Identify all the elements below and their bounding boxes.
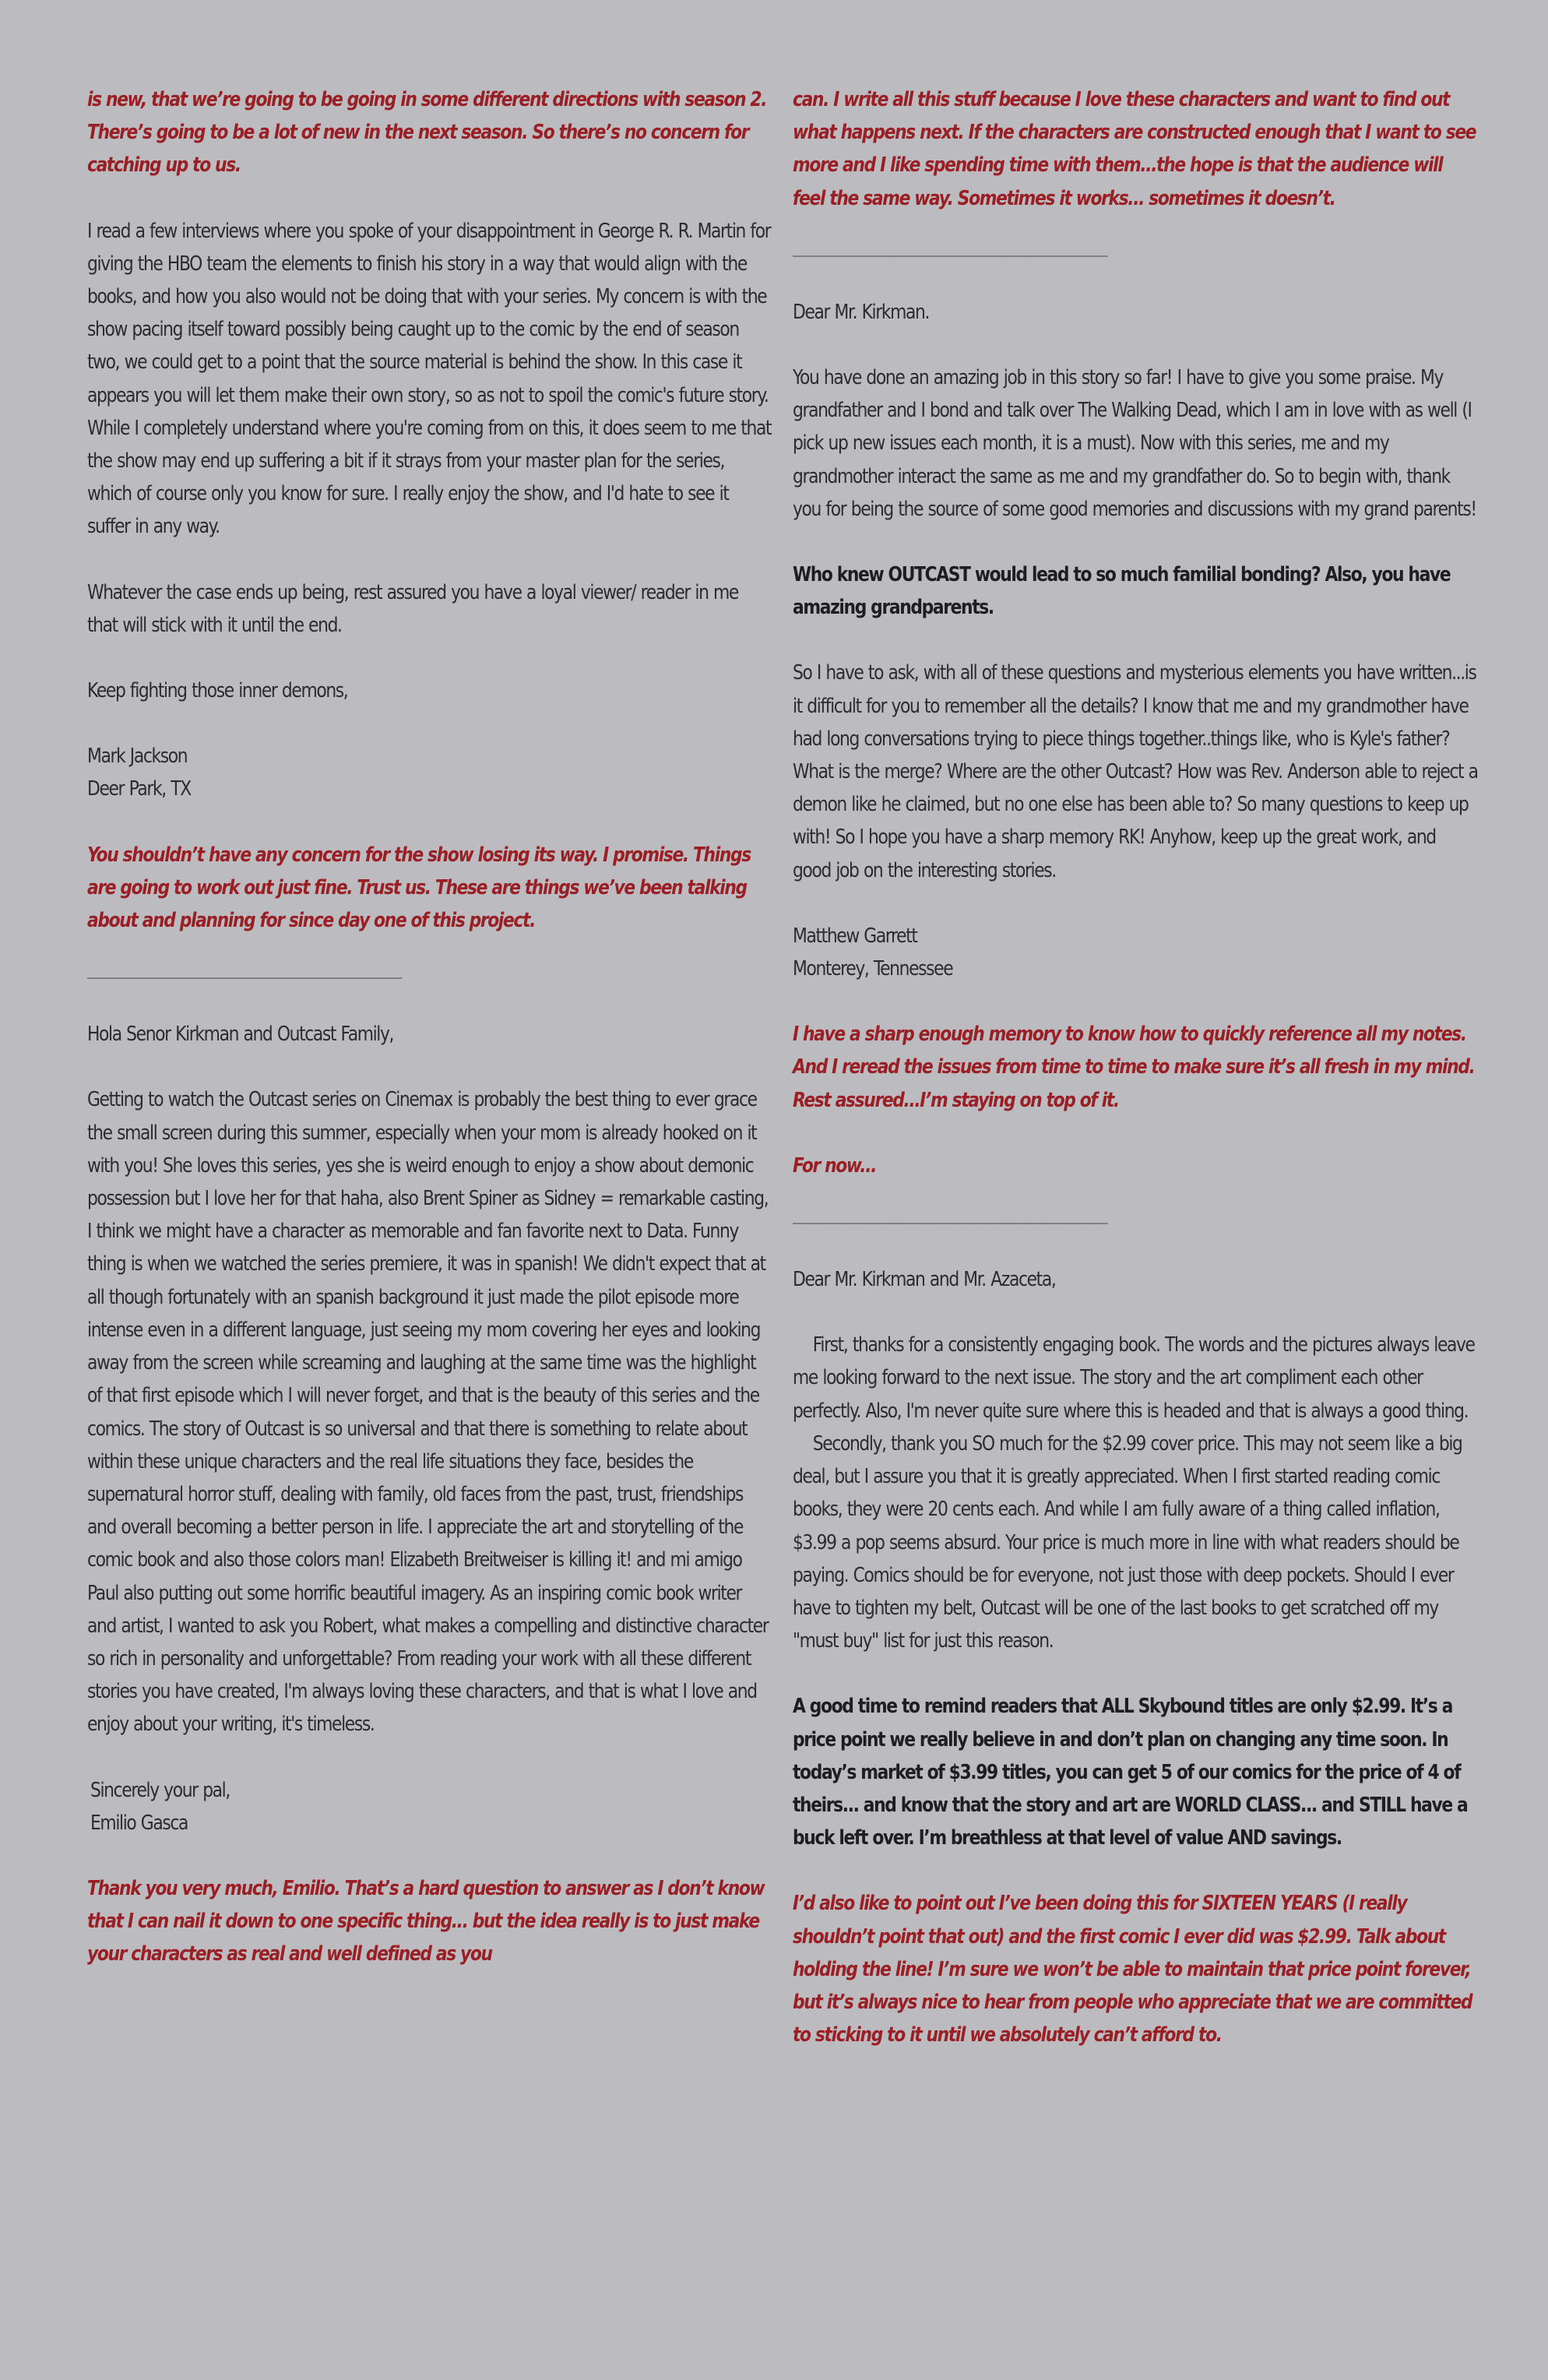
editor-reply: I’d also like to point out I’ve been doing this for SIXTEEN YEARS (I really shouldn’t point that out) and the first comic I ever did was $2.99. Talk about holding the line! I’m sure we won’t be able to maintain that price point forever, but it’s always nice to hear from people who appreciate that we are committed to sticking to it until we absolutely can’t afford to. — [793, 1891, 1472, 2047]
letter-paragraph: You have done an amazing job in this story so far! I have to give you some praise. My grandfather and I bond and talk over The Walking Dead, which I am in love with as well (I pick up new issues each month, it is a must). Now with this series, me and my grandmother interact the same as me and my grandfather do. So to begin with, thank you for being the source of some good memories and discussions with my grand parents! — [793, 365, 1476, 520]
letter-1-signoff — [87, 674, 772, 706]
letter-3-reply-2 — [793, 1149, 1478, 1181]
letter-paragraph: Getting to watch the Outcast series on Cinemax is probably the best thing to ever grace the small screen during this summer, especially when your mom is already hooked on it with you! She loves this series, yes she is weird enough to enjoy a show about demonic possession but I love her for that haha, also Brent Spiner as Sidney = remarkable casting, I think we might have a character as memorable and fan favorite next to Data. Funny thing is when we watched the series premiere, it was in spanish! We didn't expect that at all though fortunately with an spanish background it just made the pilot episode more intense even in a different language, just seeing my mom covering her eyes and looking away from the screen while screaming and laughing at the same time was the highlight of that first episode which I will never forget, and that is the beauty of this series and the comics. The story of Outcast is so universal and that there is something to relate about within these unique characters and the real life situations they face, besides the supernatural horror stuff, dealing with family, old faces from the past, trust, friendships and overall becoming a better person in life. I appreciate the art and storytelling of the comic book and also those colors man! Elizabeth Breitweiser is killing it! and mi amigo Paul also putting out some horrific beautiful imagery. As an inspiring comic book writer and artist, I wanted to ask you Robert, what makes a compelling and distinctive character so rich in personality and unforgettable? From reading your work with all these different stories you have created, I'm always loving these characters, and that is what I love and enjoy about your writing, it's timeless. — [87, 1087, 769, 1736]
editor-interjection: A good time to remind readers that ALL Skybound titles are only $2.99. It’s a price point we really believe in and don’t plan on changing any time soon. In today’s market of $3.99 titles, you can get 5 of our comics for the price of 4 of theirs... and know that the story and art are WORLD CLASS... and STILL have a buck left over. I’m breathless at that level of value AND savings. — [793, 1694, 1468, 1850]
editor-interjection: Who knew OUTCAST would lead to so much familial bonding? Also, you have amazing grandparents. — [793, 562, 1451, 619]
reply-continued-right — [793, 83, 1478, 214]
editor-reply: can. I write all this stuff because I love these characters and want to find out what happens next. If the characters are constructed enough that I want to see more and I like spending time with them...the hope is that the audience will feel the same way. Sometimes it works... sometimes it doesn’t. — [793, 87, 1476, 209]
editor-reply: I have a sharp enough memory to know how to quickly reference all my notes. And I reread the issues from time to time to make sure it’s all fresh in my mind. Rest assured...I’m staying on top of it. — [793, 1022, 1475, 1111]
letter-1-body — [87, 214, 772, 543]
letter-4-body — [793, 1328, 1478, 1656]
writer-name: Mark Jackson — [87, 744, 188, 768]
letter-2-body — [87, 1083, 772, 1740]
letter-2-signature — [90, 1773, 772, 1839]
letter-paragraph: Secondly, thank you SO much for the $2.99 cover price. This may not seem like a big deal, but I assure you that it is greatly appreciated. When I first started reading comic books, they were 20 cents each. And while I am fully aware of a thing called inflation, $3.99 a pop seems absurd. Your price is much more in line with what readers should be paying. Comics should be for everyone, not just those with deep pockets. Should I ever have to tighten my belt, Outcast will be one of the last books to get scratched off my "must buy" list for just this reason. — [793, 1431, 1462, 1653]
letter-1-signature — [87, 739, 772, 804]
letter-2-greeting — [87, 1017, 772, 1050]
letter-3-body-1 — [793, 361, 1478, 525]
letter-paragraph: Whatever the case ends up being, rest assured you have a loyal viewer/ reader in me that will stick with it until the end. — [87, 579, 738, 636]
letter-1-closing — [87, 576, 772, 641]
greeting: Dear Mr. Kirkman. — [793, 299, 930, 323]
writer-location: Deer Park, TX — [87, 776, 191, 801]
left-column — [87, 83, 772, 2003]
greeting: Dear Mr. Kirkman and Mr. Azaceta, — [793, 1267, 1056, 1291]
signoff: Keep fighting those inner demons, — [87, 678, 348, 702]
letter-divider: ____________________________ — [793, 234, 1108, 257]
letter-paragraph: I read a few interviews where you spoke of your disappointment in George R. R. Martin for giving the HBO team the elements to finish his story in a way that would align with the books, and how you also would not be doing that with your series. My concern is with the show pacing itself toward possibly being caught up to the comic by the end of season two, we could get to a point that the source material is behind the show. In this case it appears you will let them make their own story, so as not to spoil the comic's future story. While I completely understand where you're coming from on this, it does seem to me that the show may end up suffering a bit if it strays from your master plan for the series, which of course only you know for sure. I really enjoy the show, and I'd hate to see it suffer in any way. — [87, 218, 772, 538]
editor-reply: For now... — [793, 1153, 877, 1177]
letter-3-signature — [793, 919, 1478, 984]
writer-location: Monterey, Tennessee — [793, 956, 953, 981]
letter-paragraph: First, thanks for a consistently engaging book. The words and the pictures always leave me looking forward to the next issue. The story and the art compliment each other perfectly. Also, I'm never quite sure where this is headed and that is always a good thing. — [793, 1333, 1475, 1422]
editor-reply: is new, that we’re going to be going in some different directions with season 2. There’s going to be a lot of new in the next season. So there’s no concern for catching up to us. — [87, 87, 767, 177]
letter-3-greeting — [793, 295, 1478, 328]
reply-continued-left — [87, 83, 772, 181]
letter-3-interjection — [793, 558, 1478, 623]
writer-name: Matthew Garrett — [793, 923, 917, 947]
letter-3-reply — [793, 1017, 1478, 1116]
letter-paragraph: So I have to ask, with all of these questions and mysterious elements you have written...is it difficult for you to remember all the details? I know that me and my grandmother have had long conversations trying to piece things together..things like, who is Kyle's father? What is the merge? Where are the other Outcast? How was Rev. Anderson able to reject a demon like he claimed, but no one else has been able to? So many questions to keep up with! So I hope you have a sharp memory RK! Anyhow, keep up the great work, and good job on the interesting stories. — [793, 660, 1478, 882]
letter-1-reply — [87, 838, 772, 937]
greeting: Hola Senor Kirkman and Outcast Family, — [87, 1022, 394, 1046]
letter-divider: ____________________________ — [793, 1202, 1108, 1225]
right-column — [793, 83, 1478, 2083]
letter-4-greeting — [793, 1262, 1478, 1295]
letter-4-reply — [793, 1886, 1478, 2051]
signoff: Sincerely your pal, — [90, 1777, 230, 1801]
editor-reply: You shouldn’t have any concern for the show losing its way. I promise. Things are going to work out just fine. Trust us. These are things we’ve been talking about and planning for since day one of this project. — [87, 842, 751, 932]
writer-name: Emilio Gasca — [90, 1810, 188, 1834]
letter-2-reply — [87, 1871, 772, 1970]
letter-divider: ____________________________ — [87, 957, 403, 980]
letter-3-body-2 — [793, 656, 1478, 885]
letter-4-reply-dark — [793, 1689, 1478, 1854]
editor-reply: Thank you very much, Emilio. That’s a hard question to answer as I don’t know that I can nail it down to one specific thing... but the idea really is to just make your characters as real and well defined as you — [87, 1875, 765, 1966]
